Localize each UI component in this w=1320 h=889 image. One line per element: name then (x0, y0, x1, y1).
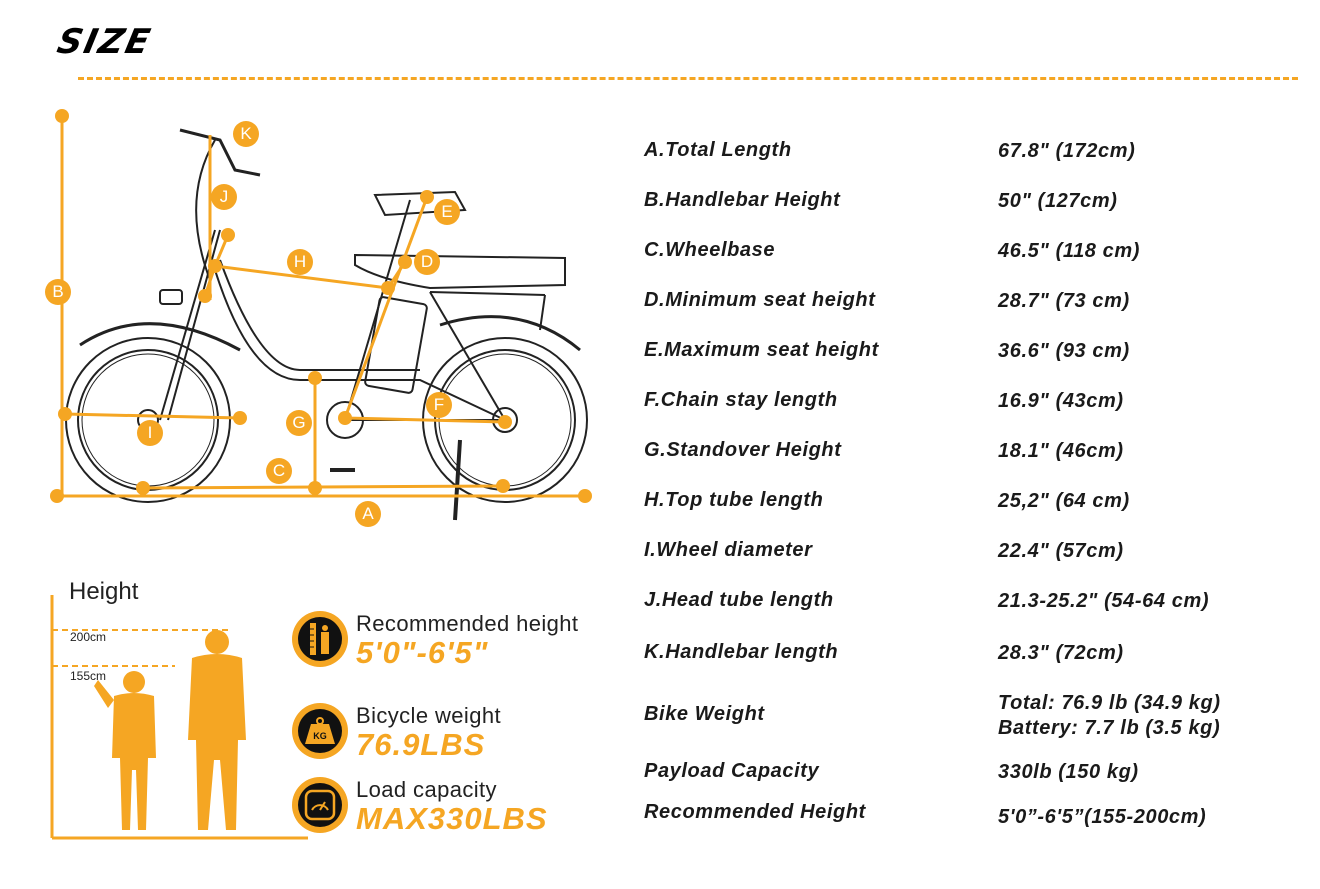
feature-label: Bicycle weight (356, 703, 501, 728)
spec-value: 25,2" (64 cm) (998, 490, 1130, 512)
height-chart-title: Height (69, 578, 139, 605)
spec-value: 18.1" (46cm) (998, 440, 1124, 462)
spec-label: E.Maximum seat height (644, 339, 879, 361)
spec-row (644, 439, 1284, 467)
dimension-lines (57, 116, 585, 496)
spec-row (644, 289, 1284, 317)
child-silhouette (94, 671, 156, 830)
feature-value: 76.9LBS (356, 727, 486, 762)
kg-weight-icon (292, 703, 348, 759)
spec-value: Total: 76.9 lb (34.9 kg) (998, 692, 1221, 714)
spec-row (644, 139, 1284, 167)
feature-value: 5'0"-6'5" (356, 635, 489, 670)
ruler-person-icon (292, 611, 348, 667)
spec-value: 21.3-25.2" (54-64 cm) (998, 590, 1210, 612)
spec-value: 50" (127cm) (998, 190, 1118, 212)
spec-label: G.Standover Height (644, 439, 842, 461)
marker-k: K (233, 121, 259, 147)
marker-c: C (266, 458, 292, 484)
spec-value: 16.9" (43cm) (998, 390, 1124, 412)
feature-label: Load capacity (356, 777, 497, 802)
spec-label: Bike Weight (644, 703, 765, 725)
spec-label: J.Head tube length (644, 589, 834, 611)
dimension-dots (50, 109, 592, 503)
marker-f: F (426, 392, 452, 418)
spec-value-battery: Battery: 7.7 lb (3.5 kg) (998, 717, 1221, 739)
spec-label: B.Handlebar Height (644, 189, 841, 211)
spec-row (644, 589, 1284, 617)
size-logo: SIZE (53, 22, 156, 62)
spec-row (644, 239, 1284, 267)
spec-label: K.Handlebar length (644, 641, 839, 663)
spec-value: 46.5" (118 cm) (998, 240, 1141, 262)
gauge-icon (292, 777, 348, 833)
spec-label: Payload Capacity (644, 760, 820, 782)
spec-row (644, 539, 1284, 567)
marker-d: D (414, 249, 440, 275)
spec-value: 36.6" (93 cm) (998, 340, 1130, 362)
tick-label-155: 155cm (70, 669, 107, 683)
spec-row (644, 389, 1284, 417)
marker-e: E (434, 199, 460, 225)
spec-label: D.Minimum seat height (644, 289, 876, 311)
marker-a: A (355, 501, 381, 527)
marker-b: B (45, 279, 71, 305)
spec-value: 22.4" (57cm) (998, 540, 1124, 562)
adult-silhouette (188, 630, 246, 830)
spec-value: 28.3" (72cm) (998, 642, 1124, 664)
spec-row (644, 339, 1284, 367)
marker-j: J (211, 184, 237, 210)
spec-row (644, 801, 1284, 829)
spec-label: A.Total Length (644, 139, 792, 161)
spec-label: H.Top tube length (644, 489, 824, 511)
spec-value: 67.8" (172cm) (998, 140, 1136, 162)
tick-label-200: 200cm (70, 630, 107, 644)
spec-value: 5'0”-6'5”(155-200cm) (998, 806, 1207, 828)
spec-row (644, 641, 1284, 669)
marker-i: I (137, 420, 163, 446)
spec-value: 28.7" (73 cm) (998, 290, 1130, 312)
bike-drawing (66, 130, 587, 520)
spec-row (644, 489, 1284, 517)
spec-row (644, 760, 1284, 788)
spec-label: I.Wheel diameter (644, 539, 813, 561)
feature-value: MAX330LBS (356, 801, 548, 836)
spec-label: Recommended Height (644, 801, 866, 823)
feature-label: Recommended height (356, 611, 579, 636)
spec-row (644, 691, 1284, 739)
spec-label: C.Wheelbase (644, 239, 776, 261)
spec-row (644, 189, 1284, 217)
marker-g: G (286, 410, 312, 436)
marker-h: H (287, 249, 313, 275)
spec-value: 330lb (150 kg) (998, 761, 1139, 783)
svg-text:KG: KG (313, 731, 327, 741)
spec-label: F.Chain stay length (644, 389, 838, 411)
